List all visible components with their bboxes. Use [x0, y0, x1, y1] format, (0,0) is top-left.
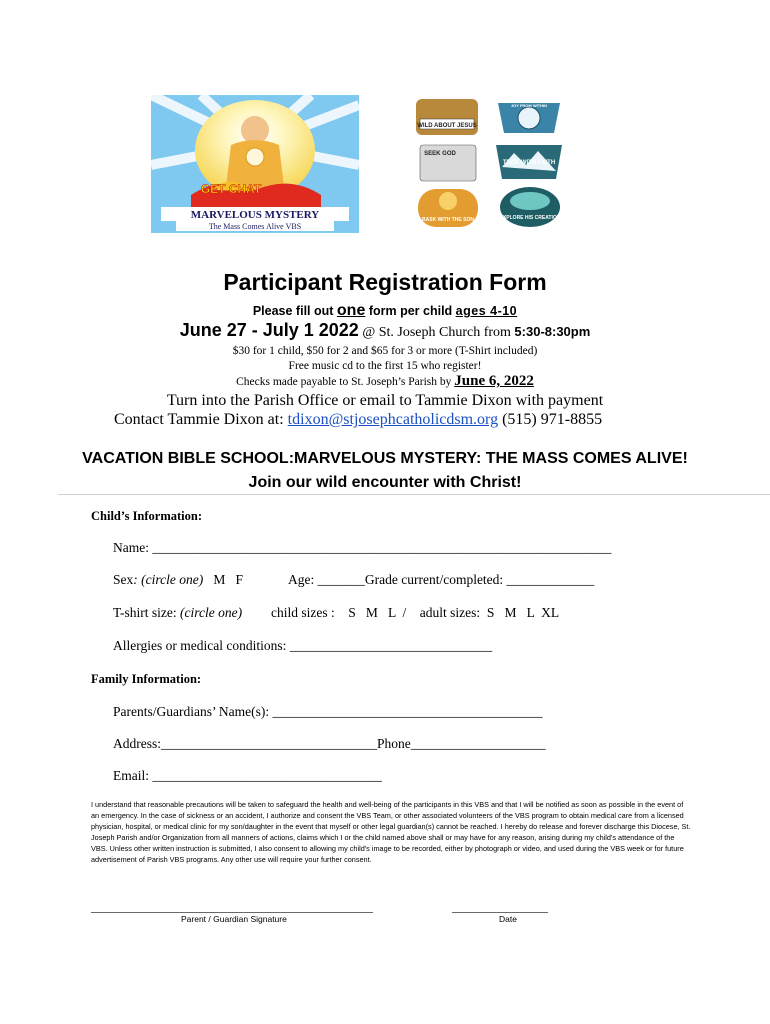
contact-text: Contact Tammie Dixon at:: [114, 411, 288, 428]
theme-badges-image: [410, 97, 570, 233]
music-text: Free music cd to the first 15 who register!: [288, 360, 482, 372]
tshirt-sizes[interactable]: child sizes : S M L / adult sizes: S M L XL: [271, 605, 560, 620]
vbs-title: VACATION BIBLE SCHOOL:MARVELOUS MYSTERY: THE MASS COMES ALIVE!: [82, 450, 688, 467]
form-title: Participant Registration Form: [223, 269, 547, 295]
vbs-logo-image: [151, 95, 359, 233]
sex-field[interactable]: [113, 572, 243, 588]
fees-text: $30 for 1 child, $50 for 2 and $65 for 3 or more (T-Shirt included): [232, 345, 538, 357]
child-info-heading: Child’s Information:: [91, 509, 203, 523]
family-info-heading: Family Information:: [91, 672, 202, 686]
contact-phone: (515) 971-8855: [498, 411, 603, 428]
allergies-field[interactable]: Allergies or medical conditions: ______________________________: [113, 638, 493, 653]
event-time: 5:30-8:30pm: [514, 324, 591, 339]
contact-email-link[interactable]: tdixon@stjosephcatholicdsm.org: [287, 411, 499, 428]
event-location: @ St. Joseph Church from: [358, 325, 515, 340]
child-name-field[interactable]: Name: ____________________________________________________________________: [113, 540, 612, 555]
email-field[interactable]: Email: __________________________________: [113, 768, 382, 783]
checks-deadline: June 6, 2022: [454, 373, 534, 389]
svg-text:TREK WITH FAITH: TREK WITH FAITH: [502, 160, 556, 166]
turn-in-text: Turn into the Parish Office or email to Tammie Dixon with payment: [166, 392, 604, 409]
instructions-line: [0, 302, 770, 320]
sex-options[interactable]: M F: [203, 572, 243, 587]
contact-line: [114, 411, 602, 429]
checks-text: Checks made payable to St. Joseph’s Parish by: [236, 376, 455, 388]
signature-line[interactable]: _______________________________________________: [91, 900, 373, 914]
age-grade-field[interactable]: Age: _______Grade current/completed: _____________: [288, 572, 595, 587]
consent-waiver-text: I understand that reasonable precautions will be taken to safeguard the health and well-being of the participants in this VBS and that I will be notified as soon as possible in the event of an emergency. In the case of sickness or an accident, I authorize and consent the VBS Team, or other associated volunteers of the VBS program to obtain medical care from a licensed physician, hospital, or medical clinic for my son/daughter in the event that myself or other legal guardian(s) cannot be reached. I hereby do release and forever discharge this Diocese, St. Joseph Parish and/or Organization from all manners of actions, claims which I or the child named above shall or may have for any reason, arising during my child's attendance of the VBS. Unless other written instruction is submitted, I also consent to allowing my child's image to be recorded, either by photograph or video, and used during the VBS week or for future advertisement of Parish VBS programs. Any other use will require your further consent.: [91, 800, 691, 865]
instructions-mid: form per child: [365, 304, 456, 318]
address-phone-field[interactable]: Address:________________________________Phone____________________: [113, 736, 546, 751]
tshirt-label: T-shirt size:: [113, 605, 180, 620]
date-line[interactable]: ________________: [452, 900, 548, 914]
instructions-pre: Please fill out: [252, 304, 337, 318]
signature-label: Parent / Guardian Signature: [181, 914, 287, 924]
event-dates-line: [0, 320, 770, 341]
instructions-one: one: [336, 302, 366, 319]
svg-text:BASK WITH THE SON: BASK WITH THE SON: [422, 217, 474, 223]
svg-text:The Mass Comes Alive VBS: The Mass Comes Alive VBS: [208, 222, 302, 231]
tshirt-circle-note: (circle one): [180, 605, 243, 620]
parents-field[interactable]: Parents/Guardians’ Name(s): ________________________________________: [113, 704, 543, 719]
svg-text:EXPLORE HIS CREATION: EXPLORE HIS CREATION: [499, 215, 561, 221]
svg-text:WILD ABOUT JESUS: WILD ABOUT JESUS: [417, 123, 477, 129]
sex-label: Sex: [113, 572, 134, 587]
svg-text:MARVELOUS MYSTERY: MARVELOUS MYSTERY: [190, 209, 320, 221]
svg-text:JOY FROM WITHIN: JOY FROM WITHIN: [510, 103, 548, 108]
fees-block: [0, 344, 770, 374]
instructions-ages: ages 4-10: [455, 304, 518, 318]
sex-circle-note: : (circle one): [133, 572, 204, 587]
svg-text:GET CHAT: GET CHAT: [200, 182, 262, 196]
vbs-tagline: Join our wild encounter with Christ!: [248, 474, 522, 491]
section-divider: [58, 494, 770, 495]
event-dates: June 27 - July 1 2022: [179, 320, 359, 340]
vbs-heading: [0, 447, 770, 495]
tshirt-field[interactable]: [113, 605, 242, 621]
svg-text:SEEK GOD: SEEK GOD: [424, 151, 456, 157]
date-label: Date: [499, 914, 517, 924]
checks-line: [0, 373, 770, 390]
